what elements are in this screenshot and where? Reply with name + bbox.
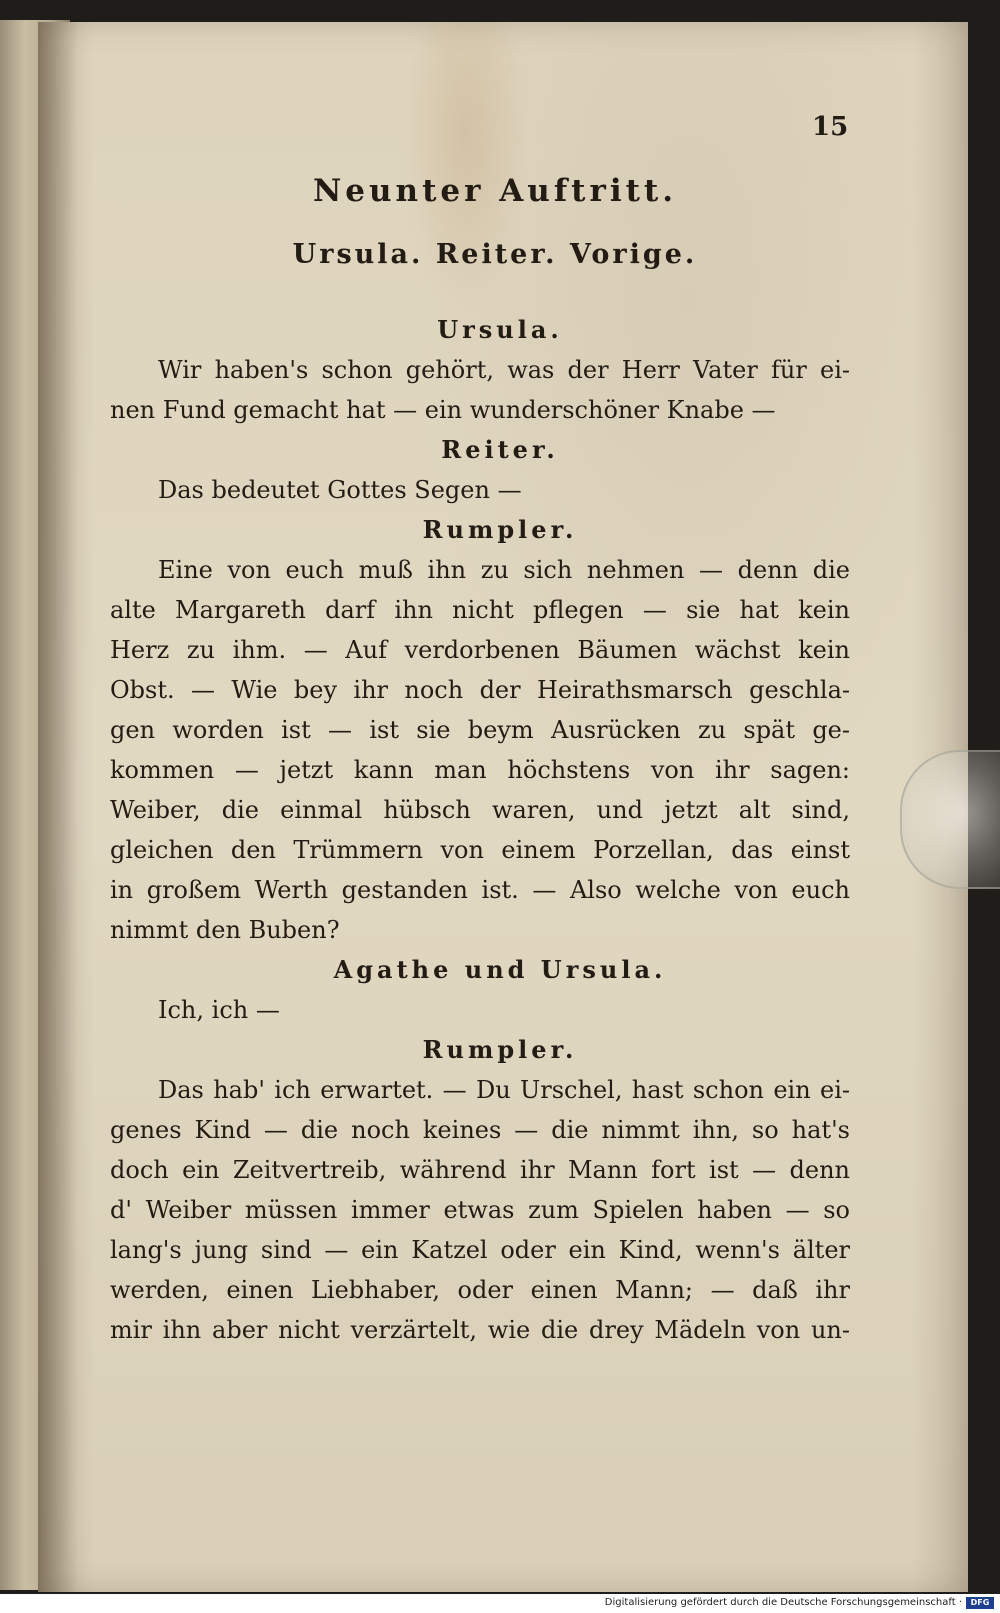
text-block xyxy=(110,95,850,1350)
text-line: werden, einen Liebhaber, oder einen Mann; — daß ihr xyxy=(110,1276,850,1304)
dfg-logo: DFG xyxy=(966,1597,994,1609)
text-line: Weiber, die einmal hübsch waren, und jetzt alt sind, xyxy=(110,796,850,824)
glass-page-weight xyxy=(900,750,1000,889)
text-line: Das hab' ich erwartet. — Du Urschel, hast schon ein ei- xyxy=(158,1076,850,1104)
speaker-name: Rumpler. xyxy=(422,515,578,544)
text-line: doch ein Zeitvertreib, während ihr Mann fort ist — denn xyxy=(110,1156,850,1184)
text-line: nen Fund gemacht hat — ein wunderschöner Knabe — xyxy=(110,396,776,424)
text-line: alte Margareth darf ihn nicht pflegen — sie hat kein xyxy=(110,596,850,624)
text-line: lang's jung sind — ein Katzel oder ein Kind, wenn's älter xyxy=(110,1236,850,1264)
dialogue-block-reiter xyxy=(110,430,850,510)
text-line: nimmt den Buben? xyxy=(110,916,340,944)
dialogue-block-agathe-ursula xyxy=(110,950,850,1030)
scene-title: Neunter Auftritt. xyxy=(312,173,678,209)
text-line: Eine von euch muß ihn zu sich nehmen — denn die xyxy=(158,556,850,584)
speaker-name: Ursula. xyxy=(437,315,563,344)
text-line: d' Weiber müssen immer etwas zum Spielen haben — so xyxy=(110,1196,850,1224)
text-line: Das bedeutet Gottes Segen — xyxy=(158,476,522,504)
dialogue-block-rumpler-2 xyxy=(110,1030,850,1350)
page-number: 15 xyxy=(812,112,849,142)
dialogue-block-rumpler-1 xyxy=(110,510,850,950)
text-line: mir ihn aber nicht verzärtelt, wie die drey Mädeln von un- xyxy=(110,1316,850,1344)
text-line: Ich, ich — xyxy=(158,996,280,1024)
dialogue-block-ursula xyxy=(110,310,850,430)
text-line: genes Kind — die noch keines — die nimmt ihn, so hat's xyxy=(110,1116,850,1144)
text-line: Herz zu ihm. — Auf verdorbenen Bäumen wächst kein xyxy=(110,636,850,664)
cast-list: Ursula. Reiter. Vorige. xyxy=(292,239,698,270)
gutter-shadow xyxy=(38,22,78,1592)
speaker-name: Reiter. xyxy=(441,435,559,464)
digitization-credit: Digitalisierung gefördert durch die Deutsche Forschungsgemeinschaft · xyxy=(604,1597,962,1608)
text-line: gen worden ist — ist sie beym Ausrücken zu spät ge- xyxy=(110,716,850,744)
text-line: gleichen den Trümmern von einem Porzellan, das einst xyxy=(110,836,850,864)
text-line: in großem Werth gestanden ist. — Also welche von euch xyxy=(110,876,850,904)
speaker-name: Agathe und Ursula. xyxy=(333,955,667,984)
text-line: Obst. — Wie bey ihr noch der Heirathsmarsch geschla- xyxy=(110,676,850,704)
text-line: Wir haben's schon gehört, was der Herr Vater für ei- xyxy=(158,356,850,384)
text-line: kommen — jetzt kann man höchstens von ihr sagen: xyxy=(110,756,850,784)
speaker-name: Rumpler. xyxy=(422,1035,578,1064)
